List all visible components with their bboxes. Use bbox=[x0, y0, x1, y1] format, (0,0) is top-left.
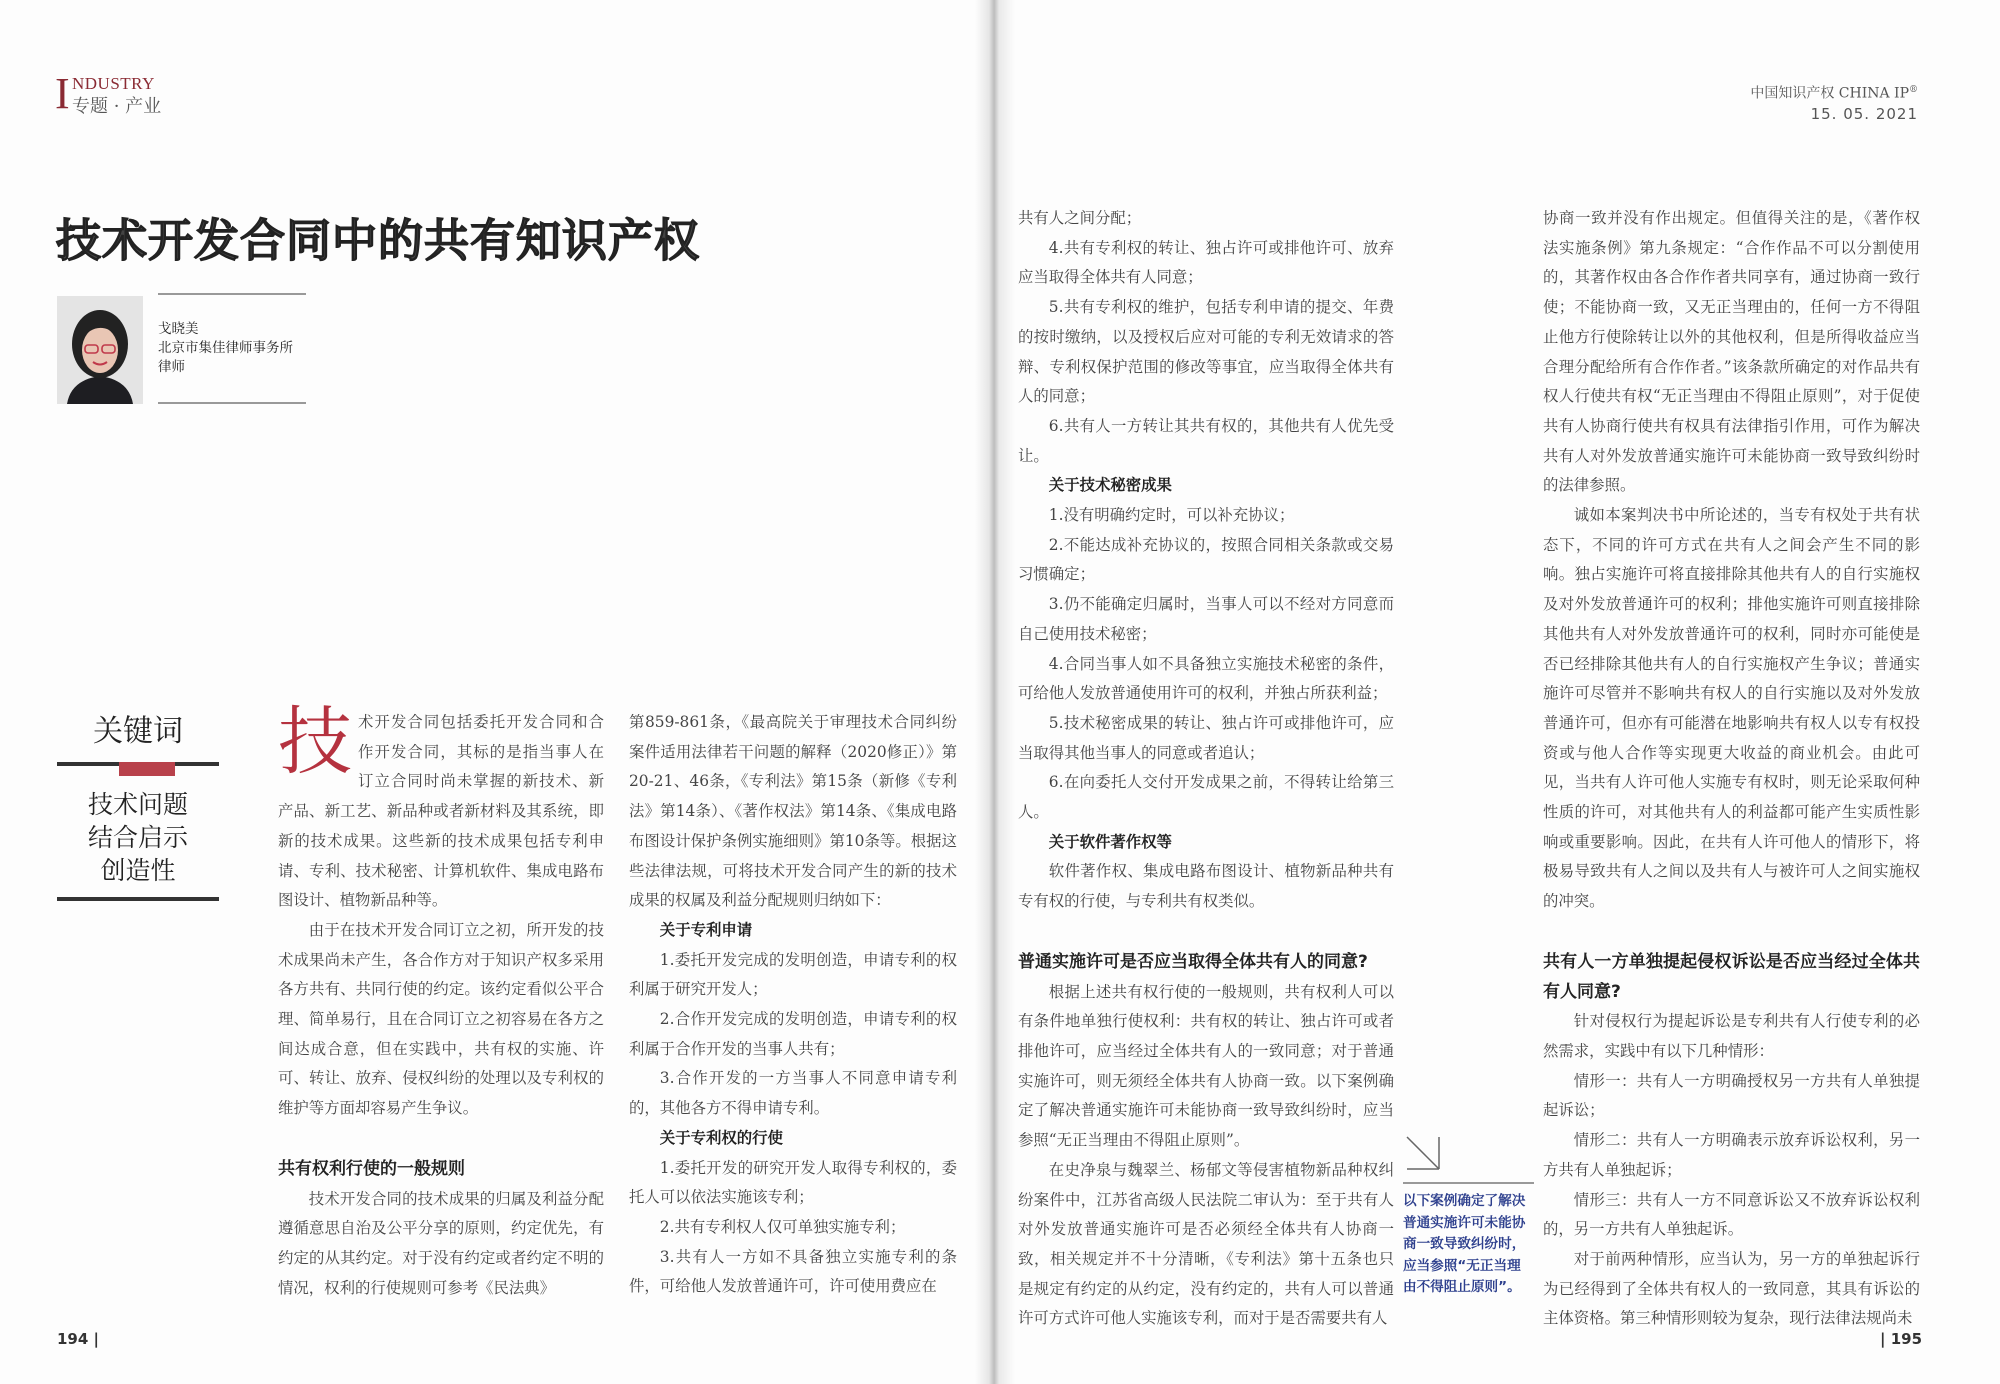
paragraph: 第859-861条，《最高院关于审理技术合同纠纷案件适用法律若干问题的解释（2020修正）》第20-21、46条，《专利法》第15条（新修《专利法》第14条）、《著作权法》第14条、《集成电路布图设计保护条例实施细则》第10条等。根据这些法律法规，可将技术开发合同产生的新的技术成果的权属及利益分配规则归纳如下： bbox=[629, 713, 957, 910]
keywords-label: 关键词 bbox=[93, 714, 183, 749]
author-role: 律师 bbox=[158, 359, 185, 375]
keywords-red-marker bbox=[119, 762, 175, 776]
subheading: 关于技术秘密成果 bbox=[1048, 476, 1172, 495]
author-rule-bottom bbox=[158, 402, 306, 404]
paragraph: 5.共有专利权的维护，包括专利申请的提交、年费的按时缴纳，以及授权后应对可能的专利无效请求的答辩、专利权保护范围的修改等事宜，应当取得全体共有人的同意； bbox=[1018, 298, 1394, 406]
paragraph: 2.不能达成补充协议的，按照合同相关条款或交易习惯确定； bbox=[1018, 535, 1394, 584]
section-heading: 共有权利行使的一般规则 bbox=[278, 1158, 465, 1179]
paragraph: 情形一：共有人一方明确授权另一方共有人单独提起诉讼； bbox=[1543, 1071, 1920, 1120]
paragraph: 2.共有专利权人仅可单独实施专利； bbox=[659, 1217, 906, 1236]
article-column-4 bbox=[1543, 204, 1920, 1334]
paragraph: 协商一致并没有作出规定。但值得关注的是，《著作权法实施条例》第九条规定：“合作作品不可以分割使用的，其著作权由各合作作者共同享有，通过协商一致行使；不能协商一致，又无正当理由的，任何一方不得阻止他方行使除转让以外的其他权利，但是所得收益应当合理分配给所有合作作者。”该条款所确定的对作品共有权人行使共有权“无正当理由不得阻止原则”，对于促使共有人协商行使共有权具有法律指引作用，可作为解决共有人对外发放普通实施许可未能协商一致导致纠纷时的法律参照。 bbox=[1543, 209, 1920, 495]
pull-quote-arrow-icon bbox=[1403, 1135, 1534, 1185]
subheading: 关于专利权的行使 bbox=[659, 1128, 783, 1147]
keywords-divider bbox=[57, 762, 219, 766]
pull-quote-text: 以下案例确定了解决普通实施许可未能协商一致导致纠纷时，应当参照“无正当理由不得阻止原则”。 bbox=[1403, 1193, 1526, 1295]
section-heading: 普通实施许可是否应当取得全体共有人的同意? bbox=[1018, 951, 1368, 972]
paragraph: 3.仍不能确定归属时，当事人可以不经对方同意而自己使用技术秘密； bbox=[1018, 595, 1394, 643]
subheading: 关于软件著作权等 bbox=[1048, 832, 1172, 851]
paragraph: 4.合同当事人如不具备独立实施技术秘密的条件，可给他人发放普通使用许可的权利，并独占所获利益； bbox=[1018, 654, 1394, 703]
keyword: 创造性 bbox=[100, 856, 176, 885]
paragraph-text: 术开发合同包括委托开发合同和合作开发合同，其标的是指当事人在订立合同时尚未掌握的新技术、新产品、新工艺、新品种或者新材料及其系统，即新的技术成果。这些新的技术成果包括专利申请、专利、技术秘密、计算机软件、集成电路布图设计、植物新品种等。 bbox=[278, 713, 604, 910]
paragraph: 4.共有专利权的转让、独占许可或排他许可、放弃应当取得全体共有人同意； bbox=[1018, 238, 1394, 287]
paragraph: 对于前两种情形，应当认为，另一方的单独起诉行为已经得到了全体共有权人的一致同意，其具有诉讼的主体资格。第三种情形则较为复杂，现行法律法规尚未 bbox=[1543, 1249, 1920, 1328]
journal-header bbox=[1750, 80, 1918, 124]
paragraph bbox=[278, 699, 604, 916]
journal-name: 中国知识产权 CHINA IP bbox=[1750, 85, 1909, 102]
paragraph: 3.合作开发的一方当事人不同意申请专利的，其他各方不得申请专利。 bbox=[629, 1069, 957, 1118]
paragraph: 1.委托开发的研究开发人取得专利权的，委托人可以依法实施该专利； bbox=[629, 1158, 957, 1207]
keywords-box bbox=[57, 712, 219, 901]
paragraph: 5.技术秘密成果的转让、独占许可或排他许可，应当取得其他当事人的同意或者追认； bbox=[1018, 713, 1394, 762]
author-rule-top bbox=[158, 293, 306, 295]
paragraph: 情形二：共有人一方明确表示放弃诉讼权利，另一方共有人单独起诉； bbox=[1543, 1131, 1920, 1179]
section-initial: I bbox=[55, 69, 70, 118]
paragraph: 1.委托开发完成的发明创造，申请专利的权利属于研究开发人； bbox=[629, 950, 957, 999]
page-spine bbox=[975, 0, 1015, 1384]
article-title: 技术开发合同中的共有知识产权 bbox=[56, 214, 701, 267]
paragraph: 共有人之间分配； bbox=[1018, 209, 1142, 227]
paragraph: 2.合作开发完成的发明创造，申请专利的权利属于合作开发的当事人共有； bbox=[629, 1010, 957, 1058]
page-number-left: 194 | bbox=[57, 1330, 100, 1348]
pull-quote bbox=[1403, 1135, 1534, 1299]
keyword: 技术问题 bbox=[87, 790, 188, 819]
paragraph: 6.在向委托人交付开发成果之前，不得转让给第三人。 bbox=[1018, 773, 1394, 822]
paragraph: 情形三：共有人一方不同意诉讼又不放弃诉讼权利的，另一方共有人单独起诉。 bbox=[1543, 1190, 1920, 1239]
paragraph: 软件著作权、集成电路布图设计、植物新品种共有专有权的行使，与专利共有权类似。 bbox=[1018, 862, 1394, 911]
paragraph: 6.共有人一方转让其共有权的，其他共有人优先受让。 bbox=[1018, 416, 1394, 465]
keyword: 结合启示 bbox=[87, 823, 188, 852]
keywords-bottom-rule bbox=[57, 897, 219, 901]
author-organization: 北京市集佳律师事务所 bbox=[158, 340, 293, 356]
paragraph: 1.没有明确约定时，可以补充协议； bbox=[1048, 506, 1295, 525]
author-photo bbox=[57, 296, 143, 404]
author-name: 戈晓美 bbox=[158, 321, 199, 337]
author-block bbox=[158, 320, 293, 377]
paragraph: 诚如本案判决书中所论述的，当专有权处于共有状态下，不同的许可方式在共有人之间会产生不同的影响。独占实施许可将直接排除其他共有人的自行实施权及对外发放普通许可的权利；排他实施许可则直接排除其他共有人对外发放普通许可的权利，同时亦可能使是否已经排除其他共有人的自行实施权产生争议；普通实施许可尽管并不影响共有权人的自行实施以及对外发放普通许可，但亦有可能潜在地影响共有权人以专有权投资或与他人合作等实现更大收益的商业机会。由此可见，当共有人许可他人实施专有权时，则无论采取何种性质的许可，对其他共有人的利益都可能产生实质性影响或重要影响。因此，在共有人许可他人的情形下，将极易导致共有人之间以及共有人与被许可人之间实施权的冲突。 bbox=[1543, 506, 1920, 911]
article-column-1 bbox=[278, 699, 604, 1303]
section-heading: 共有人一方单独提起侵权诉讼是否应当经过全体共有人同意? bbox=[1543, 951, 1920, 1002]
section-english: NDUSTRY bbox=[72, 74, 155, 93]
article-column-3 bbox=[1018, 204, 1394, 1334]
section-chinese: 专题 · 产业 bbox=[72, 96, 162, 117]
article-column-2 bbox=[629, 708, 957, 1302]
registered-mark: ® bbox=[1909, 85, 1918, 95]
paragraph: 根据上述共有权行使的一般规则，共有权利人可以有条件地单独行使权利：共有权的转让、独占许可或者排他许可，应当经过全体共有人的一致同意；对于普通实施许可，则无须经全体共有人协商一致。以下案例确定了解决普通实施许可未能协商一致导致纠纷时，应当参照“无正当理由不得阻止原则”。 bbox=[1018, 982, 1394, 1150]
paragraph: 在史净泉与魏翠兰、杨郁文等侵害植物新品种权纠纷案件中，江苏省高级人民法院二审认为：至于共有人对外发放普通实施许可是否必须经全体共有人协商一致，相关规定并不十分清晰，《专利法》第十五条也只是规定有约定的从约定，没有约定的，共有人可以普通许可方式许可他人实施该专利，而对于是否需要共有人 bbox=[1018, 1160, 1394, 1328]
paragraph: 技术开发合同的技术成果的归属及利益分配遵循意思自治及公平分享的原则，约定优先，有约定的从其约定。对于没有约定或者约定不明的情况，权利的行使规则可参考《民法典》 bbox=[278, 1189, 604, 1297]
page-number-right: | 195 bbox=[1880, 1330, 1923, 1348]
paragraph: 由于在技术开发合同订立之初，所开发的技术成果尚未产生，各合作方对于知识产权多采用各方共有、共同行使的约定。该约定看似公平合理、简单易行，且在合同订立之初容易在各方之间达成合意，但在实践中，共有权的实施、许可、转让、放弃、侵权纠纷的处理以及专利权的维护等方面却容易产生争议。 bbox=[278, 920, 604, 1118]
drop-cap: 技 bbox=[278, 699, 352, 785]
issue-date: 15. 05. 2021 bbox=[1810, 104, 1918, 123]
paragraph: 针对侵权行为提起诉讼是专利共有人行使专利的必然需求，实践中有以下几种情形： bbox=[1543, 1012, 1920, 1060]
paragraph: 3.共有人一方如不具备独立实施专利的条件，可给他人发放普通许可，许可使用费应在 bbox=[629, 1247, 957, 1296]
subheading: 关于专利申请 bbox=[659, 920, 753, 939]
